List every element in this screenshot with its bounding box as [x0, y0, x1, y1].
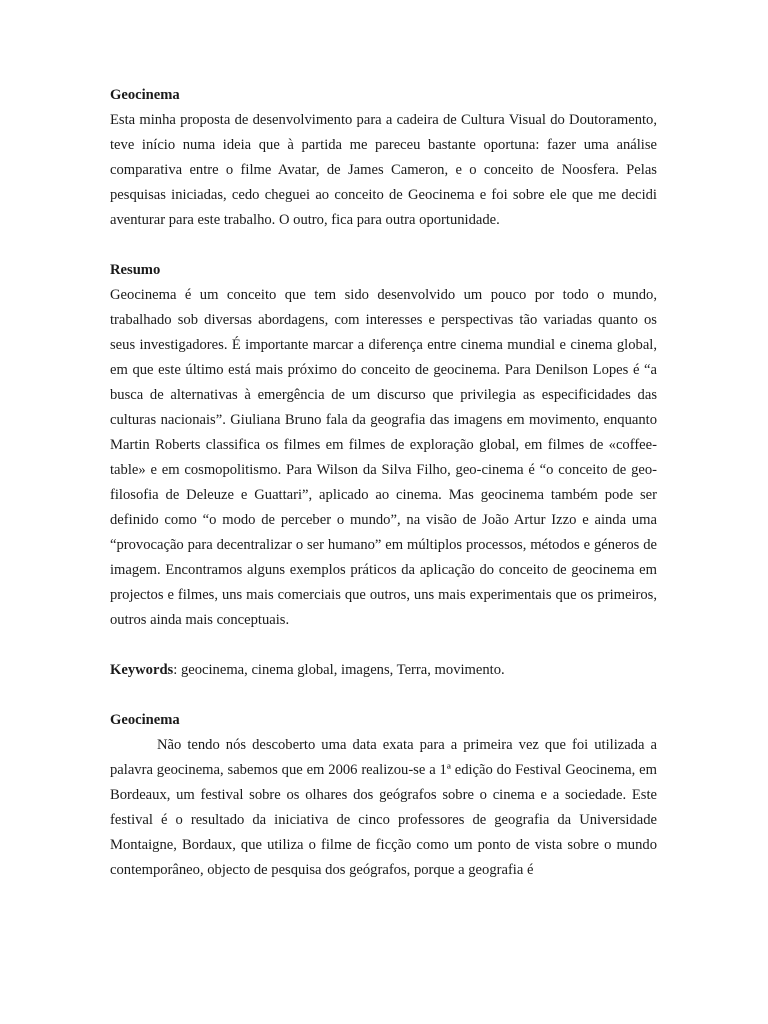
body-paragraph: Não tendo nós descoberto uma data exata para a primeira vez que foi utilizada a palavra geocinema, sabemos que em 2006 realizou-se a 1ª edição do Festival Geocinema, em Bordeaux, um festival sobre os olhares dos geógrafos sobre o cinema e a sociedade. Este festival é o resultado da iniciativa de cinco professores de geografia da Universidade Montaigne, Bordaux, que utiliza o filme de ficção como um ponto de vista sobre o mundo contemporâneo, objecto de pesquisa dos geógrafos, porque a geografia é [110, 737, 657, 878]
keywords-text: : geocinema, cinema global, imagens, Terra, movimento. [173, 662, 505, 678]
paragraph-spacer [110, 683, 657, 708]
paragraph-spacer [110, 633, 657, 658]
section-heading: Geocinema [110, 712, 180, 728]
keywords-label: Keywords [110, 662, 174, 678]
document-page [110, 83, 657, 883]
paragraph-spacer [110, 233, 657, 258]
abstract-heading: Resumo [110, 262, 161, 278]
section-heading: Geocinema [110, 87, 180, 103]
intro-paragraph: Esta minha proposta de desenvolvimento para a cadeira de Cultura Visual do Doutoramento, teve início numa ideia que à partida me pareceu bastante oportuna: fazer uma análise comparativa entre o filme Avatar, de James Cameron, e o conceito de Noosfera. Pelas pesquisas iniciadas, cedo cheguei ao conceito de Geocinema e foi sobre ele que me decidi aventurar para este trabalho. O outro, fica para outra oportunidade. [110, 112, 657, 228]
keywords-line [110, 658, 657, 683]
abstract-paragraph: Geocinema é um conceito que tem sido desenvolvido um pouco por todo o mundo, trabalhado sob diversas abordagens, com interesses e perspectivas tão variadas quanto os seus investigadores. É importante marcar a diferença entre cinema mundial e cinema global, em que este último está mais próximo do conceito de geocinema. Para Denilson Lopes é “a busca de alternativas à emergência de um discurso que privilegia as especificidades das culturas nacionais”. Giuliana Bruno fala da geografia das imagens em movimento, enquanto Martin Roberts classifica os filmes em filmes de exploração global, em filmes de «coffee-table» e em cosmopolitismo. Para Wilson da Silva Filho, geo-cinema é “o conceito de geo-filosofia de Deleuze e Guattari”, aplicado ao cinema. Mas geocinema também pode ser definido como “o modo de perceber o mundo”, na visão de João Artur Izzo e ainda uma “provocação para decentralizar o ser humano” em múltiplos processos, métodos e géneros de imagem. Encontramos alguns exemplos práticos da aplicação do conceito de geocinema em projectos e filmes, uns mais comerciais que outros, uns mais experimentais que os primeiros, outros ainda mais conceptuais. [110, 287, 657, 628]
